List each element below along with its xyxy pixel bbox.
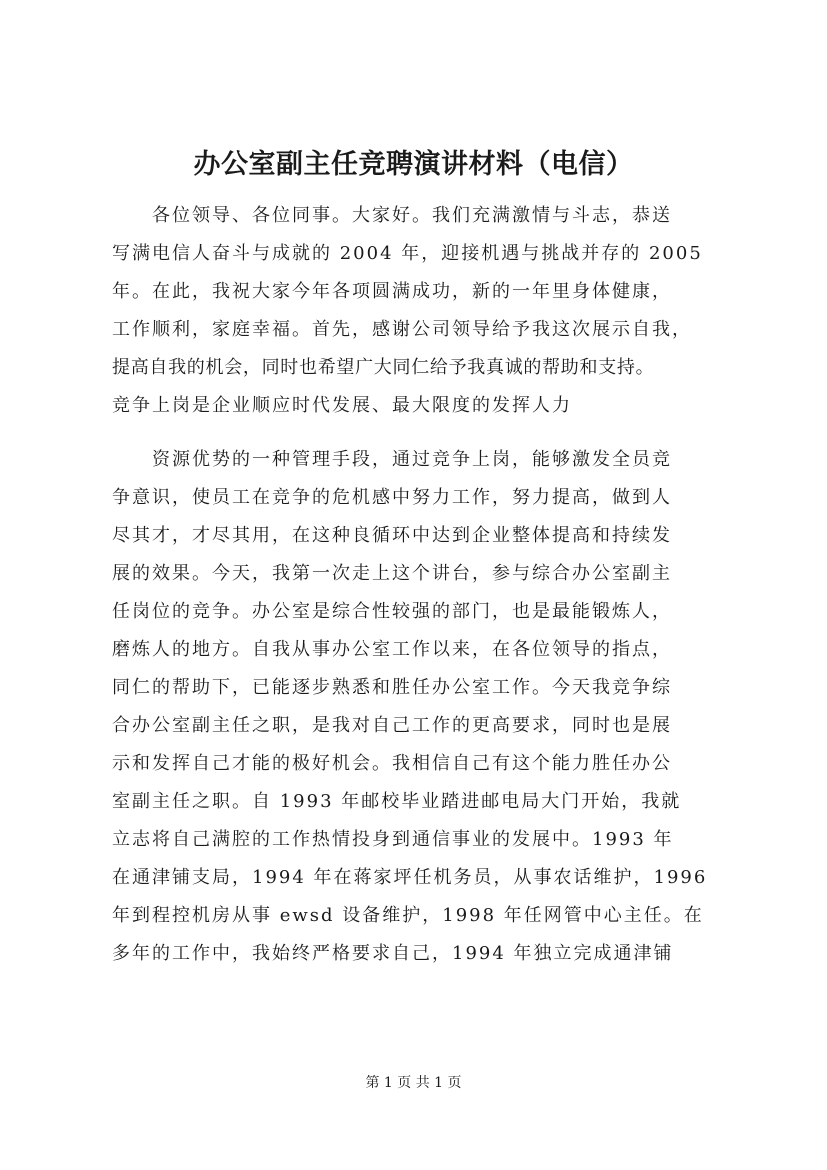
text-line: 提高自我的机会，同时也希望广大同仁给予我真诚的帮助和支持。 (112, 357, 655, 378)
document-title: 办公室副主任竞聘演讲材料（电信） (193, 149, 634, 180)
text-line: 立志将自己满腔的工作热情投身到通信事业的发展中。1993 年 (112, 829, 674, 850)
text-line: 年到程控机房从事 ewsd 设备维护，1998 年任网管中心主任。在 (112, 905, 704, 926)
text-line: 争意识，使员工在竞争的危机感中努力工作，努力提高，做到人 (112, 487, 672, 508)
text-line: 同仁的帮助下，已能逐步熟悉和胜任办公室工作。今天我竞争综 (112, 677, 672, 698)
document-body (112, 197, 718, 973)
text-line: 资源优势的一种管理手段，通过竞争上岗，能够激发全员竞 (152, 449, 672, 470)
text-line: 竞争上岗是企业顺应时代发展、最大限度的发挥人力 (112, 395, 572, 416)
text-line: 在通津铺支局，1994 年在蒋家坪任机务员，从事农话维护，1996 (112, 867, 708, 888)
text-line: 尽其才，才尽其用，在这种良循环中达到企业整体提高和持续发 (112, 525, 672, 546)
text-line: 磨炼人的地方。自我从事办公室工作以来，在各位领导的指点， (112, 639, 672, 660)
text-line: 示和发挥自己才能的极好机会。我相信自己有这个能力胜任办公 (112, 753, 672, 774)
text-line: 写满电信人奋斗与成就的 2004 年，迎接机遇与挑战并存的 2005 (112, 243, 703, 264)
paragraph-2 (112, 441, 718, 973)
text-line: 工作顺利，家庭幸福。首先，感谢公司领导给予我这次展示自我， (112, 319, 692, 340)
text-line: 展的效果。今天，我第一次走上这个讲台，参与综合办公室副主 (112, 563, 672, 584)
text-line: 年。在此，我祝大家今年各项圆满成功，新的一年里身体健康， (112, 281, 672, 302)
text-line: 室副主任之职。自 1993 年邮校毕业踏进邮电局大门开始，我就 (112, 791, 682, 812)
text-line: 任岗位的竞争。办公室是综合性较强的部门，也是最能锻炼人， (112, 601, 672, 622)
paragraph-1 (112, 197, 718, 425)
page-number-footer: 第 1 页 共 1 页 (365, 1075, 462, 1091)
text-line: 合办公室副主任之职，是我对自己工作的更高要求，同时也是展 (112, 715, 672, 736)
text-line: 各位领导、各位同事。大家好。我们充满激情与斗志，恭送 (152, 205, 672, 226)
text-line: 多年的工作中，我始终严格要求自己，1994 年独立完成通津铺 (112, 943, 674, 964)
